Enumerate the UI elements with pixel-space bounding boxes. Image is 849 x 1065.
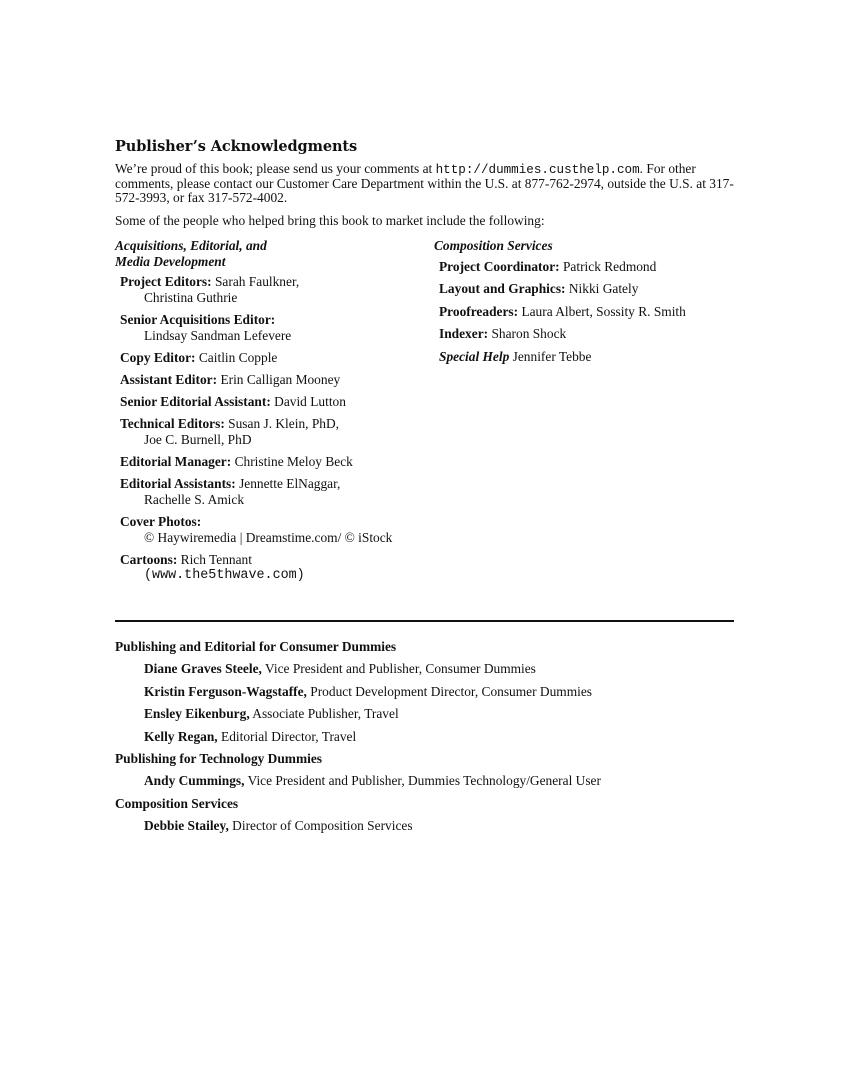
credit-text: Laura Albert, Sossity R. Smith [521,303,686,319]
credit-text: Project Editors: [120,274,212,289]
credit-text: Acquisitions, Editorial, and [115,238,267,253]
credit-text: Kristin Ferguson-Wagstaffe, [144,683,307,699]
person-credit [144,704,755,726]
credit-entry [439,281,734,297]
credit-text: Senior Editorial Assistant: [120,394,271,409]
some-people-text: Some of the people who helped bring this book to market include the following: [115,213,545,228]
credit-text: Vice President and Publisher, Consumer Dummies [265,661,536,677]
credit-text: Editorial Manager: [120,454,232,469]
credit-text: Proofreaders: [439,303,519,319]
credits-columns [115,238,735,598]
credit-entry [120,454,425,470]
feedback-url: http://dummies.custhelp.com [435,163,640,177]
credit-entry [120,312,425,344]
credit-entry [120,476,425,508]
credit-entry [120,274,425,306]
credit-text: © Haywiremedia | Dreamstime.com/ © iStock [144,530,393,545]
credit-text: Cartoons: [120,552,178,567]
credit-text: Kelly Regan, [144,728,218,744]
intro-text-2: . For other comments, please contact our Customer Care Department within the U.S. at 877-762-2974, outside the U.S. at 317-572-3993, or fax 317-572-4002. [115,161,734,205]
credit-entry [120,416,425,448]
credit-text: Product Development Director, Consumer Dummies [310,683,592,699]
intro-text-1: We’re proud of this book; please send us your comments at [115,161,436,176]
credit-entry [439,304,734,320]
right-column [434,238,734,371]
credit-text: Christina Guthrie [144,290,238,305]
credit-text: Joe C. Burnell, PhD [144,432,252,447]
credit-text: Susan J. Klein, PhD, [228,416,339,431]
credit-text: Lindsay Sandman Lefevere [144,328,292,343]
left-column-heading [115,238,425,269]
credit-text: Jennette ElNaggar, [239,476,341,491]
credit-entry [120,552,425,584]
person-credit [144,816,755,838]
group-heading: Publishing and Editorial for Consumer Dummies [115,639,397,654]
section-divider [115,620,734,622]
person-credit [144,682,755,704]
acknowledgments-page [115,138,735,598]
credit-text: Nikki Gately [568,281,639,296]
credit-text: David Lutton [274,394,346,409]
group-heading: Composition Services [115,795,239,811]
credit-text: Special Help [439,348,510,364]
credit-text: Vice President and Publisher, Dummies Technology/General User [247,773,601,789]
credit-text: Andy Cummings, [144,773,245,789]
credit-text: Associate Publisher, Travel [252,706,399,722]
credit-text: Erin Calligan Mooney [220,372,341,387]
publishing-credits [115,637,755,839]
credit-text: Caitlin Copple [198,350,278,365]
credit-text: Editorial Assistants: [120,476,236,491]
credit-text: (www.the5thwave.com) [144,568,305,583]
person-credit [144,771,755,793]
credit-text: Sarah Faulkner, [214,274,300,289]
credit-text: Director of Composition Services [232,818,413,834]
credit-text: Senior Acquisitions Editor: [120,312,276,327]
credit-text: Rachelle S. Amick [144,492,245,507]
credit-text: Sharon Shock [491,326,567,341]
credit-text: Layout and Graphics: [439,281,566,296]
credit-text: Media Development [115,253,226,269]
intro-paragraph [115,162,735,205]
credit-entry [120,394,425,410]
right-column-heading: Composition Services [434,238,553,253]
credit-entry [120,350,425,366]
credit-text: Diane Graves Steele, [144,661,262,677]
credit-text: Christine Meloy Beck [234,454,353,469]
credit-text: Ensley Eikenburg, [144,706,250,722]
left-column [115,238,425,590]
credit-text: Technical Editors: [120,416,225,431]
credit-entry [439,259,734,275]
person-credit [144,659,755,681]
credit-text: Jennifer Tebbe [512,348,592,364]
credit-text: Project Coordinator: [439,258,560,274]
credit-text: Editorial Director, Travel [221,728,357,744]
credit-entry [439,326,734,342]
credit-entry [120,514,425,546]
group-heading: Publishing for Technology Dummies [115,750,322,766]
person-credit [144,727,755,749]
page-title: Publisher’s Acknowledgments [115,138,358,155]
credit-text: Assistant Editor: [120,372,218,387]
credit-entry [120,372,425,388]
credit-text: Debbie Stailey, [144,818,229,834]
credit-text: Cover Photos: [120,514,202,529]
credit-entry [439,349,734,365]
credit-text: Indexer: [439,326,489,341]
credit-text: Copy Editor: [120,350,196,365]
credit-text: Rich Tennant [180,552,252,567]
credit-text: Patrick Redmond [562,258,657,274]
